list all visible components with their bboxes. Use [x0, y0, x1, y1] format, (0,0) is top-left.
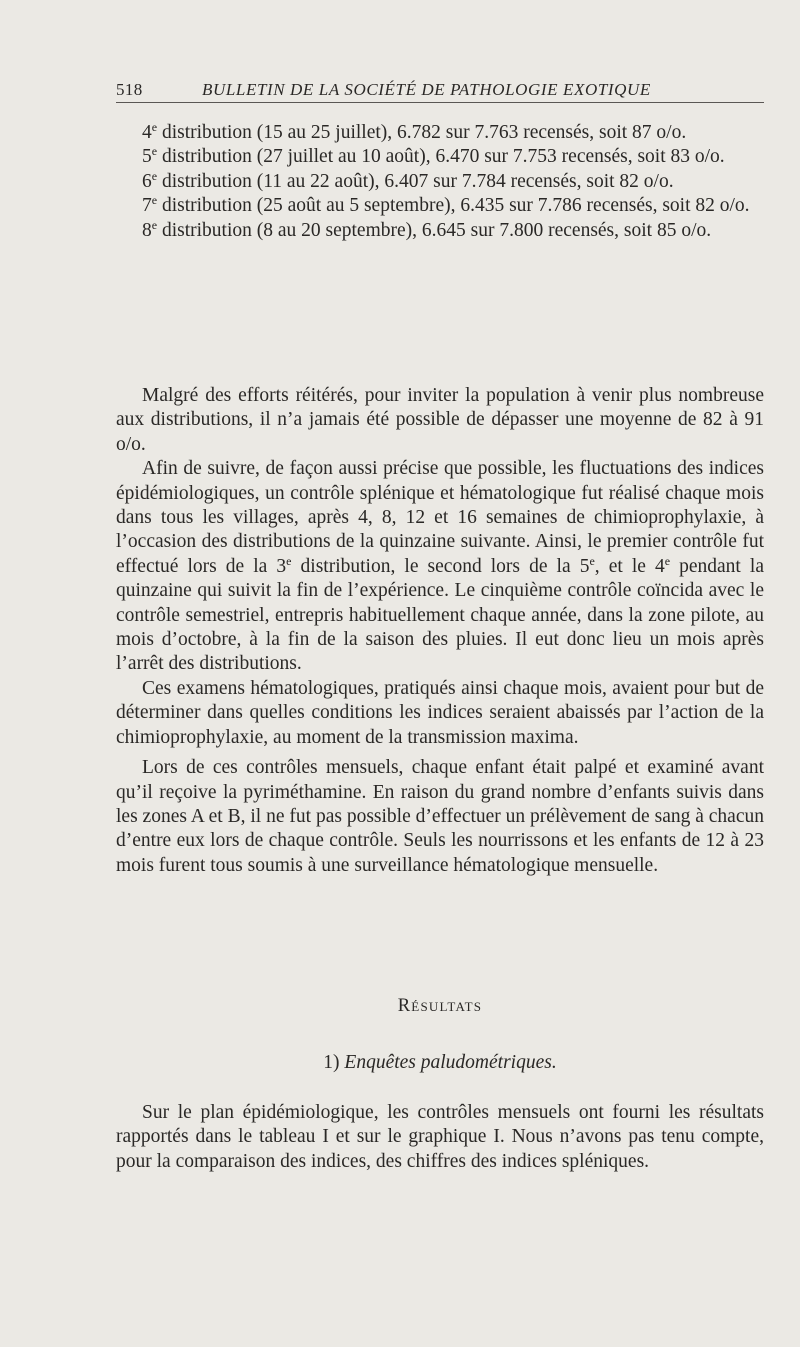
- subsection-number: 1): [323, 1052, 340, 1073]
- paragraph-afin: Afin de suivre, de façon aussi précise que possible, les fluctuations des indices épidémiologiques, un contrôle splénique et hématologique fut réalisé chaque mois dans tous les villages, après 4, 8, 12 et 16 semaines de chimioprophylaxie, à l’occasion des distributions de la quinzaine suivante. Ainsi, le premier contrôle fut effectué lors de la 3e distribution, le second lors de la 5e, et le 4e pendant la quinzaine qui suivit la fin de l’expérience. Le cinquième contrôle coïncida avec le contrôle semestriel, entrepris habituellement chaque année, dans la zone pilote, au mois d’octobre, à la fin de la saison des pluies. Il eut donc lieu un mois après l’arrêt des distributions.: [116, 458, 764, 675]
- paragraph-controles: Lors de ces contrôles mensuels, chaque enfant était palpé et examiné avant qu’il reçoive la pyriméthamine. En raison du grand nombre d’enfants suivis dans les zones A et B, il ne fut pas possible d’effectuer un prélèvement de sang à chacun d’entre eux lors de chaque contrôle. Seuls les nourrissons et les enfants de 12 à 23 mois furent tous soumis à une surveillance hématologique mensuelle.: [116, 757, 764, 876]
- subsection-title: Enquêtes paludométriques.: [344, 1052, 557, 1073]
- page-number: 518: [116, 80, 143, 99]
- distribution-item: 7e distribution (25 août au 5 septembre), 6.435 sur 7.786 recensés, soit 82 o/o.: [142, 193, 750, 217]
- subsection-heading: [116, 1052, 764, 1074]
- paragraph-plan: Sur le plan épidémiologique, les contrôles mensuels ont fourni les résultats rapportés dans le tableau I et sur le graphique I. Nous n’avons pas tenu compte, pour la comparaison des indices, des chiffres des indices spléniques.: [116, 1102, 764, 1172]
- distribution-item: 6e distribution (11 au 22 août), 6.407 sur 7.784 recensés, soit 82 o/o.: [142, 168, 674, 192]
- running-header: [116, 76, 764, 103]
- distribution-item: 8e distribution (8 au 20 septembre), 6.645 sur 7.800 recensés, soit 85 o/o.: [142, 217, 712, 241]
- section-heading: Résultats: [397, 996, 483, 1016]
- running-title: BULLETIN DE LA SOCIÉTÉ DE PATHOLOGIE EXOTIQUE: [202, 80, 651, 99]
- distribution-list: [116, 121, 764, 243]
- distribution-item: 4e distribution (15 au 25 juillet), 6.782 sur 7.763 recensés, soit 87 o/o.: [142, 120, 687, 143]
- paragraph-examens: Ces examens hématologiques, pratiqués ainsi chaque mois, avaient pour but de déterminer dans quelles conditions les indices seraient abaissés par l’action de la chimioprophylaxie, au moment de la transmission maxima.: [116, 677, 764, 748]
- distribution-item: 5e distribution (27 juillet au 10 août), 6.470 sur 7.753 recensés, soit 83 o/o.: [142, 144, 725, 168]
- body-text: [116, 384, 764, 878]
- body-text-results: [116, 1101, 764, 1174]
- paragraph-malgre: Malgré des efforts réitérés, pour inviter la population à venir plus nombreuse aux distributions, il n’a jamais été possible de dépasser une moyenne de 82 à 91 o/o.: [116, 385, 764, 455]
